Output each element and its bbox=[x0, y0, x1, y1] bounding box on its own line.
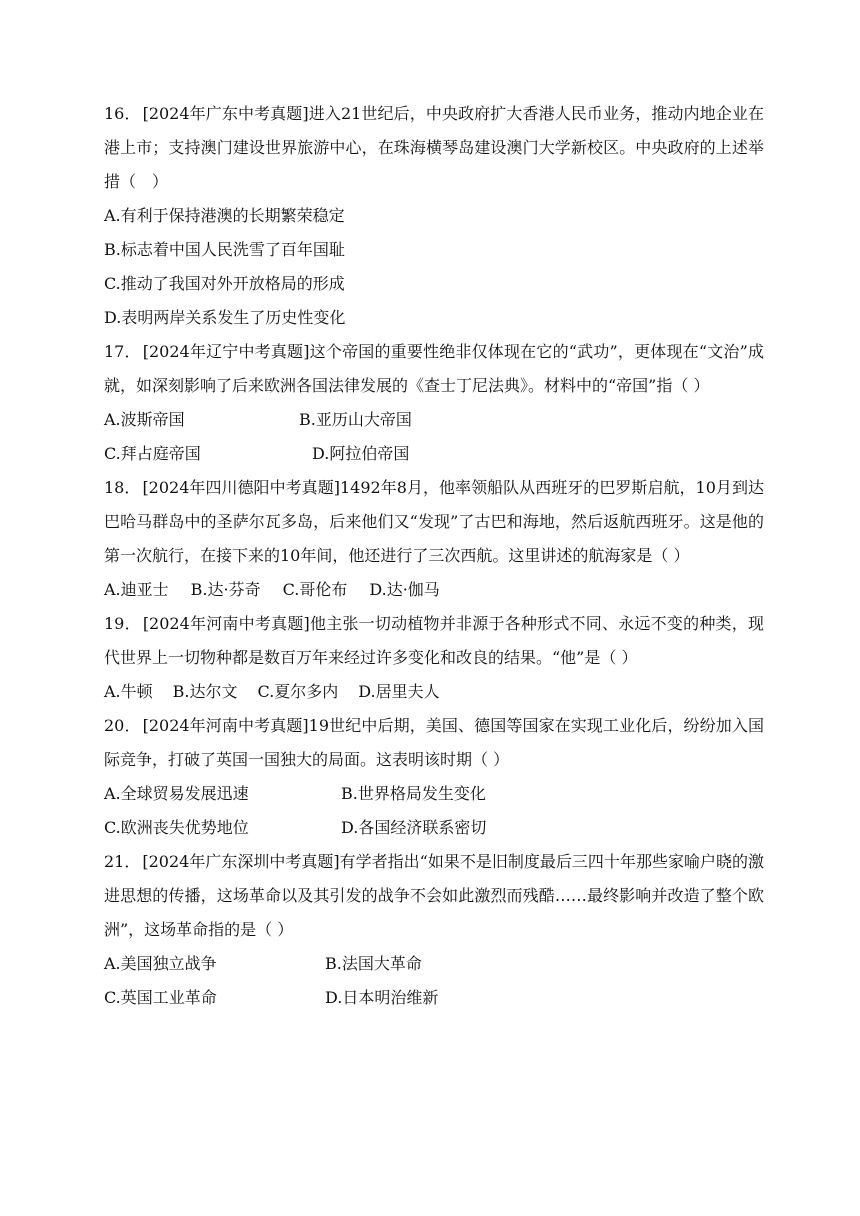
option-d: D.居里夫人 bbox=[358, 682, 440, 701]
option-a: A.有利于保持港澳的长期繁荣稳定 bbox=[104, 206, 345, 225]
option-b: B.亚历山大帝国 bbox=[299, 410, 412, 429]
option-row bbox=[104, 403, 764, 437]
option-b: B.世界格局发生变化 bbox=[341, 784, 486, 803]
question-text: [2024年辽宁中考真题]这个帝国的重要性绝非仅体现在它的“武功”，更体现在“文治”成就，如深刻影响了后来欧洲各国法律发展的《查士丁尼法典》。材料中的“帝国”指（ ） bbox=[104, 342, 764, 395]
question-text: [2024年河南中考真题]他主张一切动植物并非源于各种形式不同、永远不变的种类，现代世界上一切物种都是数百万年来经过许多变化和改良的结果。“他”是（ ） bbox=[104, 614, 764, 667]
option-row bbox=[104, 981, 764, 1015]
option-row bbox=[104, 573, 764, 607]
option-row bbox=[104, 777, 764, 811]
option-c: C.欧洲丧失优势地位 bbox=[104, 818, 249, 837]
option-c: C.夏尔多内 bbox=[257, 682, 339, 701]
question-page bbox=[104, 97, 764, 1015]
option-row bbox=[104, 437, 764, 471]
question-stem bbox=[104, 709, 764, 777]
option-row bbox=[104, 301, 764, 335]
question-stem bbox=[104, 335, 764, 403]
question-text: [2024年广东中考真题]进入21世纪后，中央政府扩大香港人民币业务，推动内地企业在港上市；支持澳门建设世界旅游中心，在珠海横琴岛建设澳门大学新校区。中央政府的上述举措（ ） bbox=[104, 104, 764, 191]
option-b: B.达·芬奇 bbox=[190, 580, 261, 599]
question-number: 16． bbox=[104, 104, 141, 123]
question-21 bbox=[104, 845, 764, 1015]
option-d: D.阿拉伯帝国 bbox=[312, 444, 410, 463]
question-16 bbox=[104, 97, 764, 335]
question-text: [2024年广东深圳中考真题]有学者指出“如果不是旧制度最后三四十年那些家喻户晓的激进思想的传播，这场革命以及其引发的战争不会如此激烈而残酷……最终影响并改造了整个欧洲”，这场革命指的是（ ） bbox=[104, 852, 764, 939]
option-row bbox=[104, 811, 764, 845]
option-c: C.哥伦布 bbox=[282, 580, 348, 599]
question-19 bbox=[104, 607, 764, 709]
option-row bbox=[104, 199, 764, 233]
option-row bbox=[104, 233, 764, 267]
option-row bbox=[104, 947, 764, 981]
question-number: 17． bbox=[104, 342, 141, 361]
option-row bbox=[104, 675, 764, 709]
option-b: B.达尔文 bbox=[172, 682, 238, 701]
option-a: A.波斯帝国 bbox=[104, 410, 185, 429]
option-d: D.达·伽马 bbox=[369, 580, 440, 599]
option-b: B.标志着中国人民洗雪了百年国耻 bbox=[104, 240, 345, 259]
option-a: A.全球贸易发展迅速 bbox=[104, 784, 249, 803]
question-number: 21． bbox=[104, 852, 141, 871]
option-c: C.拜占庭帝国 bbox=[104, 444, 201, 463]
question-text: [2024年四川德阳中考真题]1492年8月，他率领船队从西班牙的巴罗斯启航，10月到达巴哈马群岛中的圣萨尔瓦多岛，后来他们又“发现”了古巴和海地，然后返航西班牙。这是他的第一次航行，在接下来的10年间，他还进行了三次西航。这里讲述的航海家是（ ） bbox=[104, 478, 764, 565]
question-stem bbox=[104, 471, 764, 573]
option-d: D.表明两岸关系发生了历史性变化 bbox=[104, 308, 346, 327]
question-20 bbox=[104, 709, 764, 845]
question-stem bbox=[104, 845, 764, 947]
option-row bbox=[104, 267, 764, 301]
question-number: 20． bbox=[104, 716, 141, 735]
question-17 bbox=[104, 335, 764, 471]
question-stem bbox=[104, 607, 764, 675]
question-number: 18． bbox=[104, 478, 141, 497]
question-number: 19． bbox=[104, 614, 141, 633]
option-a: A.迪亚士 bbox=[104, 580, 169, 599]
option-d: D.日本明治维新 bbox=[325, 988, 439, 1007]
question-stem bbox=[104, 97, 764, 199]
question-18 bbox=[104, 471, 764, 607]
option-c: C.推动了我国对外开放格局的形成 bbox=[104, 274, 345, 293]
option-a: A.美国独立战争 bbox=[104, 954, 217, 973]
option-a: A.牛顿 bbox=[104, 682, 153, 701]
option-d: D.各国经济联系密切 bbox=[341, 818, 487, 837]
option-b: B.法国大革命 bbox=[325, 954, 422, 973]
option-c: C.英国工业革命 bbox=[104, 988, 217, 1007]
question-text: [2024年河南中考真题]19世纪中后期，美国、德国等国家在实现工业化后，纷纷加入国际竞争，打破了英国一国独大的局面。这表明该时期（ ） bbox=[104, 716, 764, 769]
